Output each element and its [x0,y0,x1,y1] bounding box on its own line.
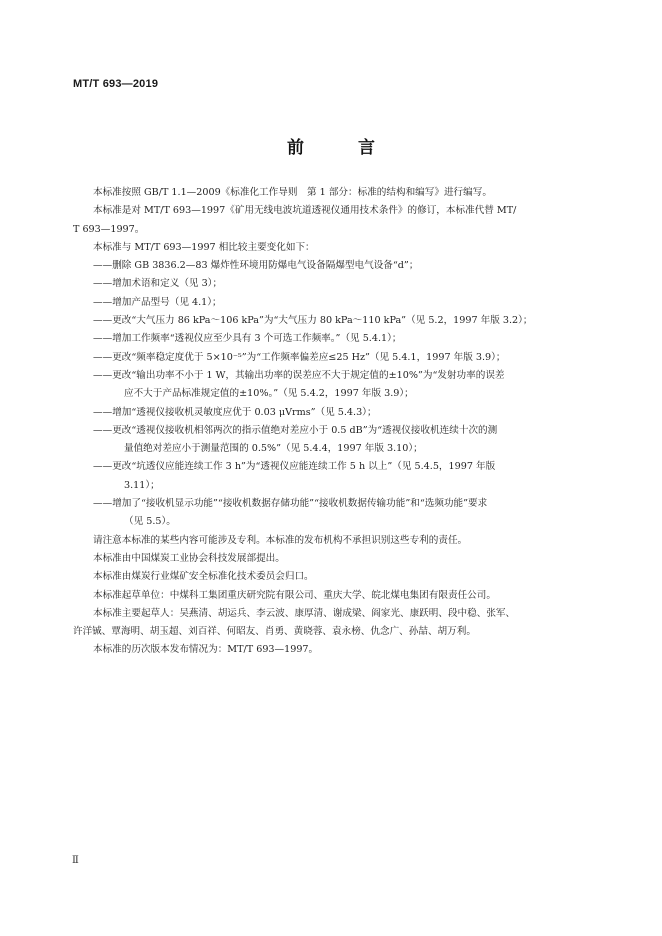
text-line: ——更改“透视仪接收机相邻两次的指示值绝对差应小于 0.5 dB”为“透视仪接收机连续十次的测 [93,424,498,436]
document-code: MT/T 693—2019 [73,78,159,90]
text-line: 许洋铖、覃海明、胡玉超、刘百祥、何昭友、肖勇、黄晓蓉、袁永榜、仇念广、孙喆、胡万利。 [73,626,476,638]
text-line: ——更改“坑透仪应能连续工作 3 h”为“透视仪应能连续工作 5 h 以上”（见 5.4.5，1997 年版 [93,461,496,473]
text-line: （见 5.5）。 [124,516,176,528]
text-line: 本标准的历次版本发布情况为：MT/T 693—1997。 [93,644,319,656]
text-line: 本标准与 MT/T 693—1997 相比较主要变化如下： [93,241,315,253]
page-number: Ⅱ [72,855,79,866]
text-line: ——增加产品型号（见 4.1）； [93,296,222,308]
text-line: 本标准由煤炭行业煤矿安全标准化技术委员会归口。 [93,571,314,583]
text-line: 本标准按照 GB/T 1.1—2009《标准化工作导则 第 1 部分：标准的结构和编写》进行编写。 [93,187,492,198]
text-line: T 693—1997。 [73,223,145,235]
text-line: 请注意本标准的某些内容可能涉及专利。本标准的发布机构不承担识别这些专利的责任。 [93,534,468,546]
page-title: 前 言 [287,138,399,158]
text-line: 本标准起草单位：中煤科工集团重庆研究院有限公司、重庆大学、皖北煤电集团有限责任公司。 [93,589,496,601]
text-line: 应不大于产品标准规定值的±10%。”（见 5.4.2，1997 年版 3.9）； [124,388,414,400]
text-line: ——增加术语和定义（见 3）； [93,278,223,290]
text-line: ——增加工作频率“透视仪应至少具有 3 个可选工作频率。”（见 5.4.1）； [93,333,402,345]
text-line: 本标准由中国煤炭工业协会科技发展部提出。 [93,552,285,564]
text-line: 本标准是对 MT/T 693—1997《矿用无线电波坑道透视仪通用技术条件》的修订，本标准代替 MT/ [93,205,517,217]
text-line: ——删除 GB 3836.2—83 爆炸性环境用防爆电气设备隔爆型电气设备“d”； [93,260,419,272]
text-line: ——更改“大气压力 86 kPa～106 kPa”为“大气压力 80 kPa～110 kPa”（见 5.2，1997 年版 3.2）； [93,315,533,327]
text-line: ——更改“输出功率不小于 1 W，其输出功率的误差应不大于规定值的±10%”为“发射功率的误差 [93,369,505,381]
foreword-body [73,184,593,660]
text-line: ——增加“透视仪接收机灵敏度应优于 0.03 μVrms”（见 5.4.3）； [93,406,377,418]
text-line: ——增加了“接收机显示功能”“接收机数据存储功能”“接收机数据传输功能”和“选频功能”要求 [93,498,488,510]
text-line: ——更改“频率稳定度优于 5×10⁻⁵”为“工作频率偏差应≤25 Hz”（见 5.4.1，1997 年版 3.9）； [93,351,506,363]
text-line: 本标准主要起草人：吴燕清、胡运兵、李云波、康厚清、谢成梁、阎家光、康跃明、段中稳、张军、 [93,607,516,619]
text-line: 3.11）； [124,479,160,491]
text-line: 量值绝对差应小于测量范围的 0.5%”（见 5.4.4，1997 年版 3.10）； [124,443,423,455]
